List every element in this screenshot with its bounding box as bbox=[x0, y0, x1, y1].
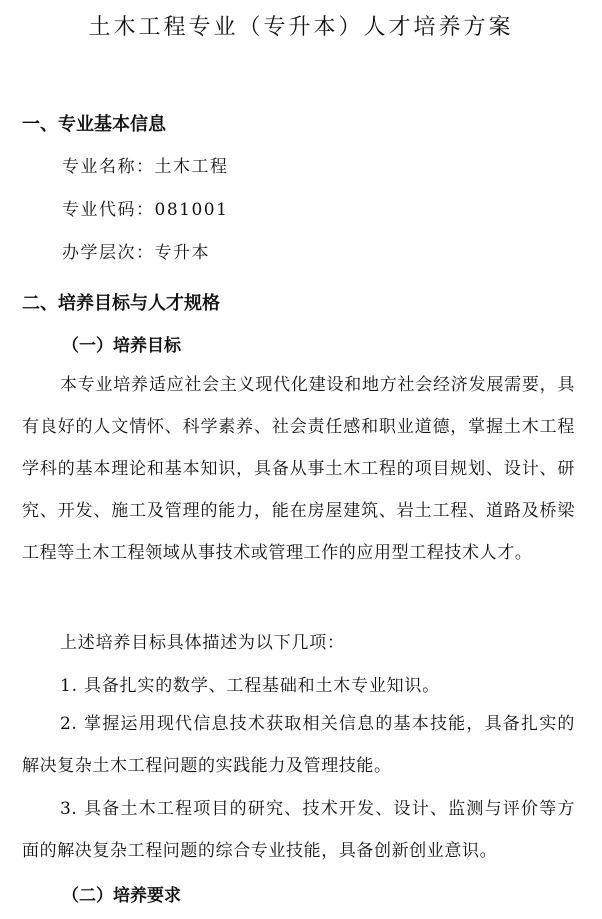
objective-item-3: 3. 具备土木工程项目的研究、技术开发、设计、监测与评价等方面的解决复杂工程问题的综合专业技能，具备创新创业意识。 bbox=[22, 799, 575, 861]
major-name: 专业名称：土木工程 bbox=[62, 157, 229, 177]
objectives-intro: 上述培养目标具体描述为以下几项： bbox=[60, 633, 345, 653]
subsection-heading-requirements: （二）培养要求 bbox=[62, 886, 181, 906]
objective-paragraph: 本专业培养适应社会主义现代化建设和地方社会经济发展需要，具有良好的人文情怀、科学素养、社会责任感和职业道德，掌握土木工程学科的基本理论和基本知识，具备从事土木工程的项目规划、设计、研究、开发、施工及管理的能力，能在房屋建筑、岩土工程、道路及桥梁工程等土木工程领域从事技术或管理工作的应用型工程技术人才。 bbox=[22, 375, 575, 563]
objective-item-2: 2. 掌握运用现代信息技术获取相关信息的基本技能，具备扎实的解决复杂土木工程问题的实践能力及管理技能。 bbox=[22, 714, 575, 776]
subsection-heading-objectives: （一）培养目标 bbox=[62, 336, 181, 356]
education-level: 办学层次：专升本 bbox=[62, 243, 210, 263]
major-code: 专业代码：081001 bbox=[62, 200, 229, 220]
section-heading-objectives: 二、培养目标与人才规格 bbox=[22, 293, 220, 314]
page-title: 土木工程专业（专升本）人才培养方案 bbox=[88, 15, 514, 40]
section-heading-basic-info: 一、专业基本信息 bbox=[22, 114, 166, 135]
objective-item-1: 1. 具备扎实的数学、工程基础和土木专业知识。 bbox=[60, 676, 441, 696]
